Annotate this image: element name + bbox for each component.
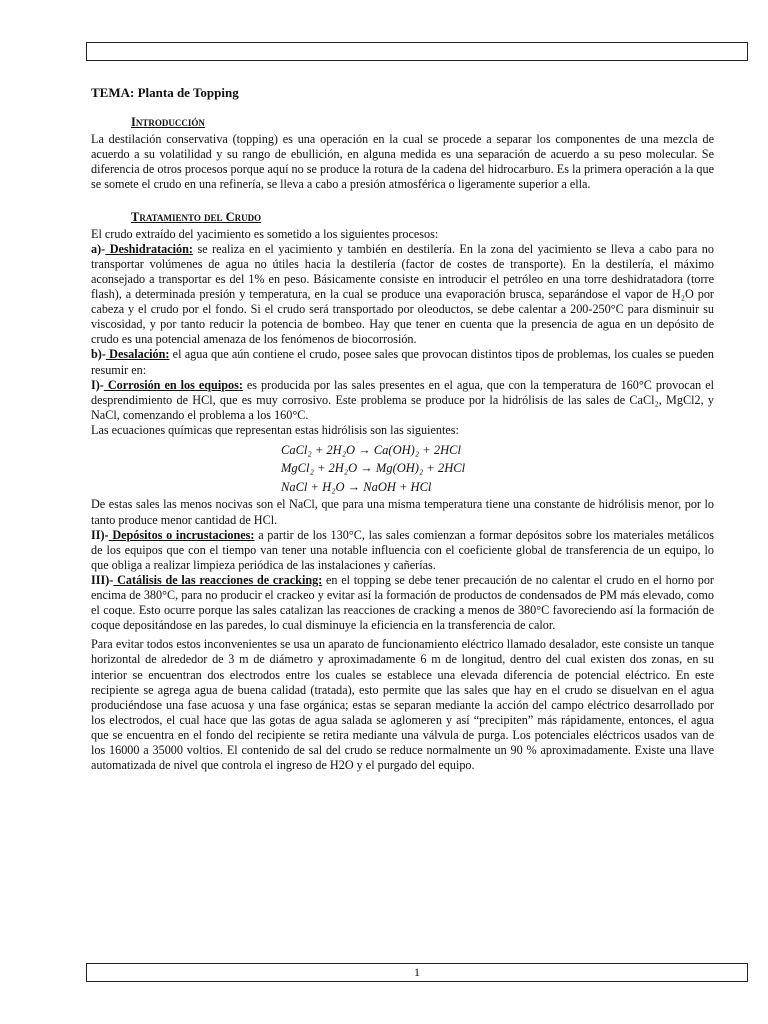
label-prefix: III)- (91, 572, 114, 587)
text-dehydration: se realiza en el yacimiento y también en destilería. En la zona del yacimiento se lleva a cabo para no transportar volúmenes de agua no útiles hacia la destilería (factor de costes de transporte). En la destilería, el máximo aconsejado a transportar es del 1% en peso. Básicamente consiste en introducir el petróleo en una torre deshidratadora (torre flash), a determinada presión y temperatura, en la cual se produce una evaporación brusca, separándose el vapor de H₂O por cabeza y el crudo por el fondo. Si el crudo será transportado por oleoductos, se debe calentar a 200-250°C para disminuir su viscosidad, y por tanto reducir la potencia de bombeo. Hay que tener en cuenta que la presencia de agua en un depósito de crudo es una potencial amenaza de los fenómenos de biocorrosión. (91, 241, 714, 347)
page-title: TEMA: Planta de Topping (91, 85, 239, 100)
paragraph-deposits (91, 528, 714, 573)
label-cracking: Catálisis de las reacciones de cracking: (113, 572, 323, 587)
paragraph-cracking (91, 573, 714, 633)
equation: NaCl + H₂O → NaOH + HCl (281, 479, 432, 494)
paragraph-desalter: Para evitar todos estos inconvenientes se usa un aparato de funcionamiento eléctrico llamado desalador, este consiste un tanque horizontal de alrededor de 3 m de diámetro y aproximadamente 6 m de longitud, dentro del cual existen dos zonas, en su interior se encuentran dos electrodos entre los cuales se establece una elevada diferencia de potencial eléctrico. En este recipiente se agrega agua de buena calidad (tratada), esto permite que las sales que hay en el crudo se disuelvan en el agua produciéndose una fase acuosa y una fase orgánica; estas se separan mediante la acción del campo eléctrico desarrollado por los electrodos, el cual hace que las gotas de agua salada se aglomeren y así “precipiten” más rápidamente, entonces, el agua que se encuentra en el fondo del recipiente se retira mediante una válvula de purga. Los potenciales eléctricos usados van de los 16000 a 35000 voltios. El contenido de sal del crudo se reduce normalmente un 90 % aproximadamente. Existe una llave automatizada de nivel que controla el ingreso de H2O y el purgado del equipo. (91, 637, 714, 773)
equation: MgCl₂ + 2H₂O → Mg(OH)₂ + 2HCl (281, 461, 466, 476)
header-frame (86, 42, 748, 61)
equations-block (281, 441, 714, 497)
footer-frame (86, 963, 748, 982)
treatment-lead: El crudo extraído del yacimiento es sometido a los siguientes procesos: (91, 226, 439, 241)
text-corrosion: es producida por las sales presentes en el agua, que con la temperatura de 160°C provocan el desprendimiento de HCl, que es muy corrosivo. Este problema se produce por la hidrólisis de las sales de CaCl₂, MgCl2, y NaCl, comenzando el problema a los 160°C. (91, 377, 714, 422)
equation: CaCl₂ + 2H₂O → Ca(OH)₂ + 2HCl (281, 442, 461, 457)
page-number: 1 (414, 965, 420, 979)
paragraph-dehydration (91, 242, 714, 348)
section-heading-treatment: Tratamiento del Crudo (131, 209, 262, 224)
intro-paragraph: La destilación conservativa (topping) es una operación en la cual se procede a separar los componentes de una mezcla de acuerdo a su volatilidad y su rango de ebullición, en alguna medida es una separación de acuerdo a su peso molecular. Se diferencia de otros procesos porque aquí no se produce la rotura de la cadena del hidrocarburo. Es la primera operación a la que se somete el crudo en una refinería, se lleva a cabo a presión atmosférica o ligeramente superior a ella. (91, 132, 714, 192)
section-heading-intro: Introducción (131, 115, 205, 130)
paragraph-corrosion (91, 378, 714, 423)
equations-after: De estas sales las menos nocivas son el NaCl, que para una misma temperatura tiene una constante de hidrólisis menor, por lo tanto produce menor cantidad de HCl. (91, 497, 714, 527)
paragraph-desalting (91, 347, 714, 377)
text-deposits: a partir de los 130°C, las sales comienzan a formar depósitos sobre los materiales metálicos de los equipos que con el tiempo van tener una notable influencia con el coeficiente global de transferencia de un equipo, lo que obliga a realizar limpieza periódica de las instalaciones y cañerías. (91, 527, 714, 572)
label-corrosion: Corrosión en los equipos: (103, 377, 243, 392)
text-desalting: el agua que aún contiene el crudo, posee sales que provocan distintos tipos de problemas, los cuales se pueden resumir en: (91, 347, 714, 377)
text-cracking: en el topping se debe tener precaución de no calentar el crudo en el horno por encima de 380°C, para no producir el crackeo y evitar así la formación de productos de condensados de PM más elevado, como el coque. Esto ocurre porque las sales catalizan las reacciones de cracking a menos de 380°C favoreciendo así la formación de coque depositándose en las paredes, lo cual disminuye la eficiencia en la transferencia de calor. (91, 572, 714, 633)
label-prefix: II)- (91, 527, 109, 542)
label-dehydration: Deshidratación: (105, 241, 193, 256)
label-desalting: Desalación: (105, 347, 170, 362)
label-prefix: b)- (91, 347, 106, 362)
label-deposits: Depósitos o incrustaciones: (108, 527, 255, 542)
equations-intro: Las ecuaciones químicas que representan estas hidrólisis son las siguientes: (91, 422, 459, 437)
label-prefix: I)- (91, 377, 104, 392)
label-prefix: a)- (91, 241, 106, 256)
document-body (91, 85, 714, 773)
